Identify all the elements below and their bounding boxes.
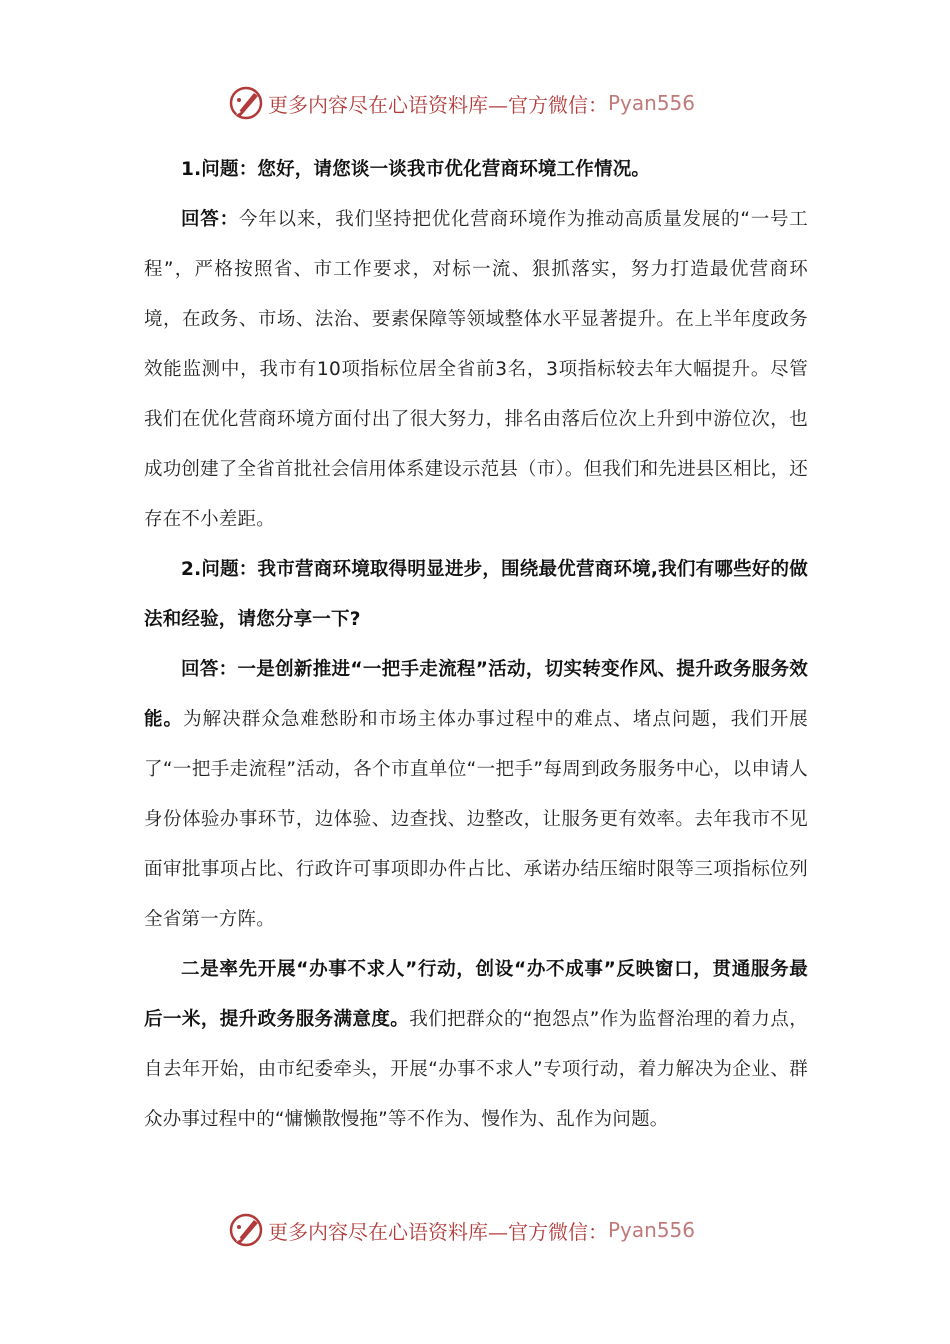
footer-wechat-id: Pyan556 xyxy=(608,1218,696,1242)
document-body xyxy=(144,145,808,1145)
answer-2-label: 回答： xyxy=(181,659,238,680)
answer-2-point-1 xyxy=(144,645,808,945)
answer-1-text: 今年以来，我们坚持把优化营商环境作为推动高质量发展的“一号工程”，严格按照省、市工作要求，对标一流、狠抓落实，努力打造最优营商环境，在政务、市场、法治、要素保障等领域整体水平显著提升。在上半年度政务效能监测中，我市有10项指标位居全省前3名，3项指标较去年大幅提升。尽管我们在优化营商环境方面付出了很大努力，排名由落后位次上升到中游位次，也成功创建了全省首批社会信用体系建设示范县（市）。但我们和先进县区相比，还存在不小差距。 xyxy=(144,209,808,530)
answer-2-point-2-text: 我们把群众的“抱怨点”作为监督治理的着力点，自去年开始，由市纪委牵头，开展“办事不求人”专项行动，着力解决为企业、群众办事过程中的“慵懒散慢拖”等不作为、慢作为、乱作为问题。 xyxy=(144,1009,808,1130)
answer-1 xyxy=(144,195,808,545)
question-2 xyxy=(144,545,808,645)
question-1-text: 1.问题：您好，请您谈一谈我市优化营商环境工作情况。 xyxy=(181,159,651,180)
pen-logo-icon xyxy=(228,85,264,121)
header-wechat-id: Pyan556 xyxy=(608,91,696,115)
footer-banner-text: 更多内容尽在心语资料库—官方微信： xyxy=(268,1219,608,1244)
answer-2-point-1-heading: 一是创新推进“一把手走流程”活动，切实转变作风、提升政务服务效能。 xyxy=(144,659,808,730)
header-banner-text: 更多内容尽在心语资料库—官方微信： xyxy=(268,92,608,117)
question-2-text: 2.问题：我市营商环境取得明显进步，围绕最优营商环境,我们有哪些好的做法和经验，请您分享一下? xyxy=(144,559,808,630)
header-watermark-banner xyxy=(228,83,695,123)
pen-logo-icon xyxy=(228,1212,264,1248)
answer-1-label: 回答： xyxy=(181,209,239,230)
answer-2-point-2 xyxy=(144,945,808,1145)
answer-2-point-2-heading: 二是率先开展“办事不求人”行动，创设“办不成事”反映窗口，贯通服务最后一米，提升政务服务满意度。 xyxy=(144,959,808,1030)
footer-watermark-banner xyxy=(228,1210,695,1250)
question-1 xyxy=(144,145,808,195)
answer-2-point-1-text: 为解决群众急难愁盼和市场主体办事过程中的难点、堵点问题，我们开展了“一把手走流程”活动，各个市直单位“一把手”每周到政务服务中心，以申请人身份体验办事环节，边体验、边查找、边整改，让服务更有效率。去年我市不见面审批事项占比、行政许可事项即办件占比、承诺办结压缩时限等三项指标位列全省第一方阵。 xyxy=(144,709,808,930)
